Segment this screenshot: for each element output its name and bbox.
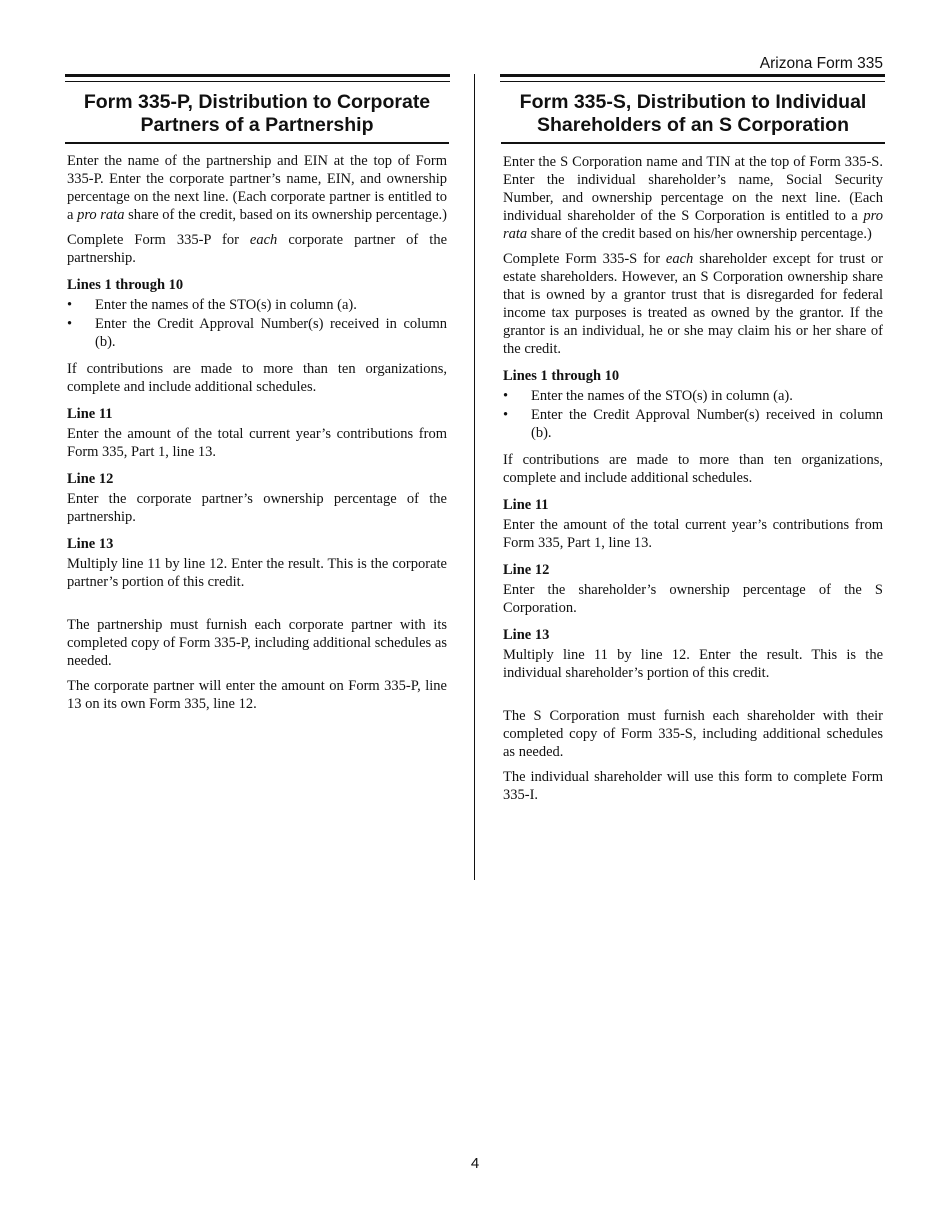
top-rule-left: [65, 74, 450, 77]
line-13-text: Multiply line 11 by line 12. Enter the result. This is the individual shareholder’s portion of this credit.: [503, 647, 883, 681]
page-number: 4: [470, 1155, 480, 1172]
furnish-paragraph: The S Corporation must furnish each shareholder with their completed copy of Form 335-S, including additional schedules as needed.: [503, 708, 883, 760]
lines-1-10-heading: Lines 1 through 10: [67, 277, 184, 293]
extra-organizations-note: If contributions are made to more than ten organizations, complete and include additional schedules.: [503, 452, 883, 486]
line-11-heading: Line 11: [503, 497, 549, 513]
form-header-label: Arizona Form 335: [759, 55, 883, 72]
section-title-335p: [65, 82, 449, 144]
bullet-icon: •: [67, 316, 73, 332]
complete-paragraph: Complete Form 335-P for each corporate partner of the partnership.: [67, 232, 447, 266]
furnish-paragraph: The partnership must furnish each corporate partner with its completed copy of Form 335-P, including additional schedules as needed.: [67, 617, 447, 669]
section-title-335s: [501, 82, 885, 144]
instructions-list: [503, 387, 883, 442]
line-12-text: Enter the corporate partner’s ownership percentage of the partnership.: [67, 491, 447, 525]
bullet-icon: •: [503, 388, 509, 404]
title-line-2: Shareholders of an S Corporation: [536, 114, 850, 136]
list-item: • Enter the Credit Approval Number(s) received in column (b).: [503, 407, 883, 441]
line-11-heading: Line 11: [67, 406, 113, 422]
title-line-1: Form 335-P, Distribution to Corporate: [83, 91, 431, 113]
left-column: [67, 82, 447, 720]
intro-paragraph: Enter the name of the partnership and EIN at the top of Form 335-P. Enter the corporate partner’s name, EIN, and ownership percentage on the next line. (Each corporate partner is entitled to a pro rata share of the credit, based on its ownership percentage.): [67, 153, 447, 223]
complete-paragraph: Complete Form 335-S for each shareholder except for trust or estate shareholders. However, an S Corporation ownership share that is owned by a grantor trust that is disregarded for federal income tax purposes is treated as owned by the grantor. If the grantor is an individual, he or she may claim his or her share of the credit.: [503, 251, 883, 357]
top-rule-right: [500, 74, 885, 77]
column-divider: [474, 74, 475, 880]
title-line-2: Partners of a Partnership: [140, 114, 374, 136]
line-13-text: Multiply line 11 by line 12. Enter the result. This is the corporate partner’s portion of this credit.: [67, 556, 447, 590]
instructions-list: [67, 296, 447, 351]
extra-organizations-note: If contributions are made to more than ten organizations, complete and include additional schedules.: [67, 361, 447, 395]
list-item: • Enter the names of the STO(s) in column (a).: [503, 388, 793, 404]
right-column: [503, 82, 883, 811]
list-item: • Enter the Credit Approval Number(s) received in column (b).: [67, 316, 447, 350]
intro-paragraph: Enter the S Corporation name and TIN at the top of Form 335-S. Enter the individual shareholder’s name, Social Security Number, and ownership percentage on the next line. (Each individual shareholder of the S Corporation is entitled to a pro rata share of the credit based on his/her ownership percentage.): [503, 154, 883, 242]
line-13-heading: Line 13: [503, 627, 550, 643]
line-12-text: Enter the shareholder’s ownership percentage of the S Corporation.: [503, 582, 883, 616]
line-12-heading: Line 12: [503, 562, 550, 578]
line-12-heading: Line 12: [67, 471, 114, 487]
section-body-335p: [67, 144, 447, 713]
section-body-335s: [503, 144, 883, 804]
final-paragraph: The corporate partner will enter the amount on Form 335-P, line 13 on its own Form 335, line 12.: [67, 678, 447, 712]
final-paragraph: The individual shareholder will use this form to complete Form 335-I.: [503, 769, 883, 803]
list-item: • Enter the names of the STO(s) in column (a).: [67, 297, 357, 313]
lines-1-10-heading: Lines 1 through 10: [503, 368, 620, 384]
bullet-icon: •: [67, 297, 73, 313]
line-13-heading: Line 13: [67, 536, 114, 552]
line-11-text: Enter the amount of the total current year’s contributions from Form 335, Part 1, line 13.: [503, 517, 883, 551]
bullet-icon: •: [503, 407, 509, 423]
title-line-1: Form 335-S, Distribution to Individual: [519, 91, 867, 113]
line-11-text: Enter the amount of the total current year’s contributions from Form 335, Part 1, line 13.: [67, 426, 447, 460]
